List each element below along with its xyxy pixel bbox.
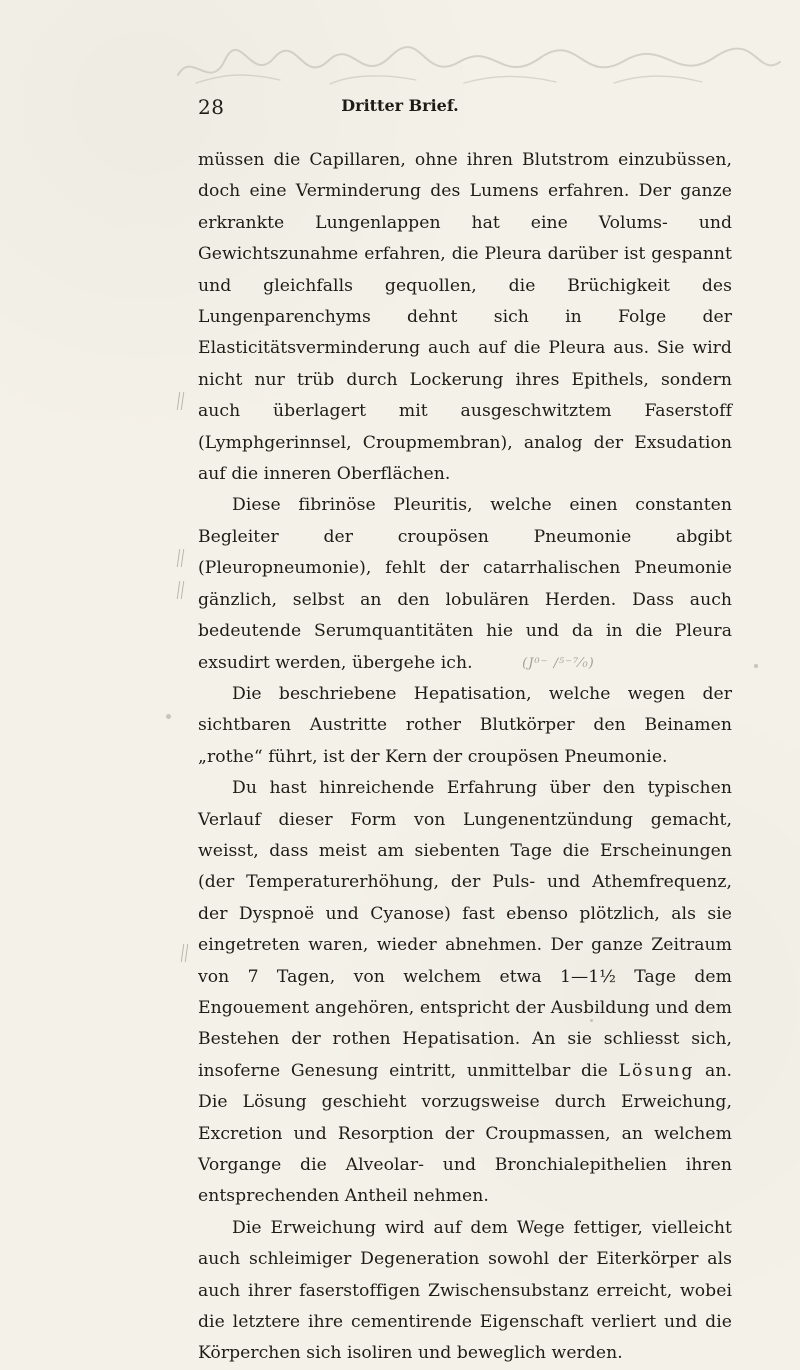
paragraph-text: an. Die Lösung geschieht vorzugsweise durch Erweichung, Excretion und Resorption der Croupmassen, an welchem Vorgange die Alveolar- und Bronchialepithelien ihren entsprechenden Antheil nehmen. <box>198 1060 732 1207</box>
paragraph <box>198 679 732 773</box>
paragraph-text: müssen die Capillaren, ohne ihren Blutstrom einzubüssen, doch eine Verminderung des Lumens erfahren. Der ganze erkrankte Lungenlappen hat eine Volums- und Gewichtszunahme erfahren, die Pleura darüber ist gespannt und gleichfalls gequollen, die Brüchigkeit des Lungenparenchyms dehnt sich in Folge der Elasticitätsverminderung auch auf die Pleura aus. Sie wird nicht nur trüb durch Lockerung ihres Epithels, sondern auch überlagert mit ausgeschwitztem Faserstoff (Lymphgerinnsel, Croupmembran), analog der Exsudation auf die inneren Oberflächen. <box>198 150 732 485</box>
margin-mark <box>181 944 189 962</box>
paragraph-text: Die Erweichung wird auf dem Wege fettiger, vielleicht auch schleimiger Degeneration sowohl der Eiterkörper als auch ihrer faserstoffigen Zwischensubstanz erreicht, wobei die letztere ihre cementirende Eigenschaft verliert und die Körperchen sich isoliren und beweglich werden. <box>198 1217 732 1364</box>
faded-handwriting-scribble <box>170 40 790 100</box>
handwritten-note: (J⁰⁻ /⁵⁻⁷⁄₀) <box>522 655 595 671</box>
margin-mark <box>177 549 185 567</box>
page-header <box>0 95 800 129</box>
paragraph-text: Die beschriebene Hepatisation, welche wegen der sichtbaren Austritte rother Blutkörper den Beinamen „rothe“ führt, ist der Kern der croupösen Pneumonie. <box>198 683 732 767</box>
paragraph <box>198 145 732 490</box>
running-head: Dritter Brief. <box>341 96 459 115</box>
paragraph <box>198 773 732 1213</box>
paper-speck <box>754 664 758 668</box>
paper-speck <box>590 1019 593 1022</box>
paragraph-text: Du hast hinreichende Erfahrung über den typischen Verlauf dieser Form von Lungenentzündung gemacht, weisst, dass meist am siebenten Tage die Erscheinungen (der Temperaturerhöhung, der Puls- und Athemfrequenz, der Dyspnoë und Cyanose) fast ebenso plötzlich, als sie eingetreten waren, wieder abnehmen. Der ganze Zeitraum von 7 Tagen, von welchem etwa 1—1½ Tage dem Engouement angehören, entspricht der Ausbildung und dem Bestehen der rothen Hepatisation. An sie schliesst sich, insoferne Genesung eintritt, unmittelbar die <box>198 778 732 1081</box>
paragraph-text: Diese fibrinöse Pleuritis, welche einen constanten Begleiter der croupösen Pneumonie abgibt (Pleuropneumonie), fehlt der catarrhalischen Pneumonie gänzlich, selbst an den lobulären Herden. Dass auch bedeutende Serumquantitäten hie und da in die Pleura exsudirt werden, übergehe ich. <box>198 495 732 673</box>
paper-speck <box>166 714 171 719</box>
margin-mark <box>177 392 185 410</box>
main-text <box>198 145 732 1364</box>
margin-mark <box>177 581 185 599</box>
page-number: 28 <box>198 95 225 119</box>
paragraph <box>198 1213 732 1370</box>
paragraph <box>198 490 732 678</box>
spaced-emphasis: Lösung <box>618 1060 695 1081</box>
